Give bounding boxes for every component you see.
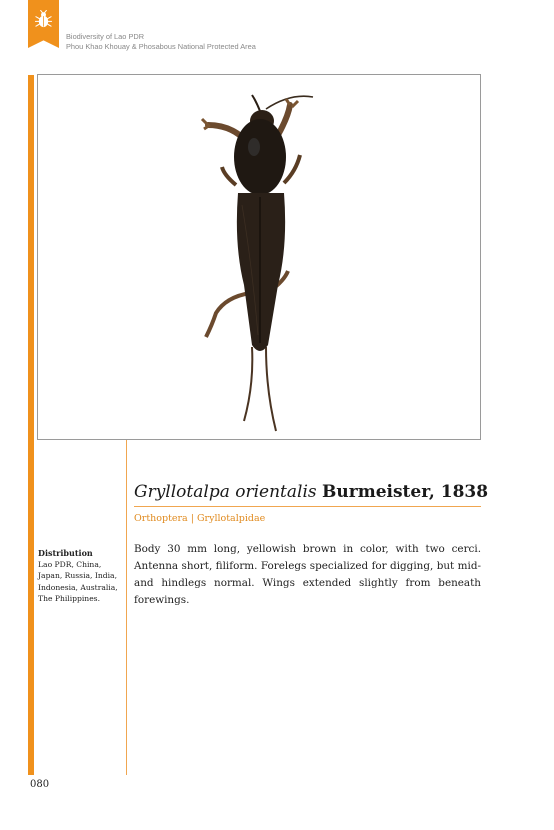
species-authority: Burmeister, 1838	[322, 482, 489, 502]
species-description: Body 30 mm long, yellowish brown in color, with two cerci. Antenna short, filiform. Forelegs specialized for digging, but mid- and hindlegs normal. Wings extended slightly from beneath forewings.	[134, 543, 481, 606]
specimen-photo	[37, 74, 481, 440]
scientific-name: Gryllotalpa orientalis	[134, 482, 317, 502]
accent-sidebar-bar	[28, 75, 34, 775]
column-divider	[126, 440, 127, 775]
mole-cricket-icon	[38, 75, 480, 439]
header-tab	[28, 0, 59, 48]
beetle-icon	[34, 10, 53, 29]
header-subtitle: Phou Khao Khouay & Phosabous National Protected Area	[66, 42, 256, 51]
distribution-text: Lao PDR, China, Japan, Russia, India, Indonesia, Australia, The Philippines.	[38, 560, 118, 603]
header-title: Biodiversity of Lao PDR	[66, 32, 145, 41]
page-number: 080	[30, 779, 50, 790]
species-title	[134, 482, 488, 502]
distribution-heading: Distribution	[38, 548, 93, 558]
taxonomy-line: Orthoptera | Gryllotalpidae	[134, 513, 266, 524]
title-underline	[134, 506, 481, 507]
